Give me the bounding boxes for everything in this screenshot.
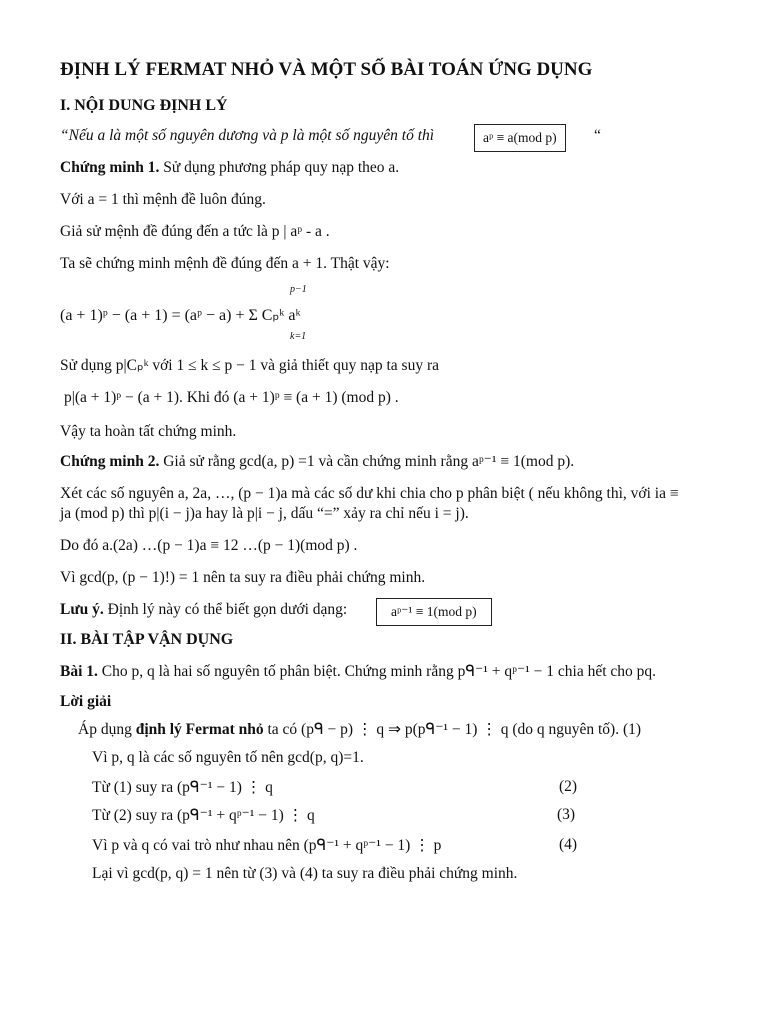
section-heading-2: II. BÀI TẬP VẬN DỤNG: [60, 631, 234, 648]
section-heading-1: I. NỘI DUNG ĐỊNH LÝ: [60, 97, 228, 114]
theorem-formula-box: aᵖ ≡ a(mod p): [474, 124, 566, 152]
equation-number-2: (2): [559, 778, 578, 795]
note-label: Lưu ý.: [60, 601, 104, 618]
solution-line-1: [78, 720, 641, 740]
equation-number-4: (4): [559, 836, 578, 853]
exercise1-text: Cho p, q là hai số nguyên tố phân biệt. Chứng minh rằng pᑫ⁻¹ + qᵖ⁻¹ − 1 chia hết cho pq.: [97, 663, 657, 680]
proof1-label: Chứng minh 1.: [60, 159, 160, 176]
use-line: Sử dụng p|Cₚᵏ với 1 ≤ k ≤ p − 1 và giả thiết quy nạp ta suy ra: [60, 357, 440, 374]
sum-lower-limit: k=1: [290, 331, 307, 342]
solution-line-1-end: ta có (pᑫ − p) ⋮ q ⇒ p(pᑫ⁻¹ − 1) ⋮ q (do q nguyên tố). (1): [263, 721, 642, 738]
prove-line: Ta sẽ chứng minh mệnh đề đúng đến a + 1. Thật vậy:: [60, 255, 390, 272]
consider-line: Xét các số nguyên a, 2a, …, (p − 1)a mà các số dư khi chia cho p phân biệt ( nếu không thì, với ia ≡: [60, 485, 679, 502]
exercise1-label: Bài 1.: [60, 663, 98, 680]
induction-formula: (a + 1)ᵖ − (a + 1) = (aᵖ − a) + Σ Cₚᵏ aᵏ: [60, 307, 301, 324]
fermat-theorem-ref: định lý Fermat nhỏ: [135, 721, 264, 738]
proof2-label: Chứng minh 2.: [60, 453, 160, 470]
quote-close: “: [594, 127, 601, 144]
proof2-line: [60, 452, 574, 472]
exercise1-line: [60, 662, 656, 682]
document-title: ĐỊNH LÝ FERMAT NHỎ VÀ MỘT SỐ BÀI TOÁN ỨNG DỤNG: [60, 59, 593, 80]
proof1-line: [60, 158, 399, 178]
solution-line-5: Vì p và q có vai trò như nhau nên (pᑫ⁻¹ + qᵖ⁻¹ − 1) ⋮ p: [92, 837, 442, 854]
solution-label: Lời giải: [60, 693, 112, 710]
note-formula-box: aᵖ⁻¹ ≡ 1(mod p): [376, 598, 492, 626]
done-line: Vậy ta hoàn tất chứng minh.: [60, 423, 237, 440]
base-case-line: Với a = 1 thì mệnh đề luôn đúng.: [60, 191, 266, 208]
proof1-text: Sử dụng phương pháp quy nạp theo a.: [159, 159, 400, 176]
note-text: Định lý này có thể biết gọn dưới dạng:: [103, 601, 348, 618]
solution-line-6: Lại vì gcd(p, q) = 1 nên từ (3) và (4) ta suy ra điều phải chứng minh.: [92, 865, 518, 882]
note-line: [60, 600, 347, 620]
assumption-line: Giả sử mệnh đề đúng đến a tức là p | aᵖ - a .: [60, 223, 330, 240]
hence-line: Do đó a.(2a) …(p − 1)a ≡ 12 …(p − 1)(mod p) .: [60, 537, 358, 554]
equation-number-3: (3): [557, 806, 576, 823]
then-line: p|(a + 1)ᵖ − (a + 1). Khi đó (a + 1)ᵖ ≡ (a + 1) (mod p) .: [64, 389, 399, 406]
solution-line-2: Vì p, q là các số nguyên tố nên gcd(p, q)=1.: [92, 749, 364, 766]
since-line: Vì gcd(p, (p − 1)!) = 1 nên ta suy ra điều phải chứng minh.: [60, 569, 426, 586]
solution-line-3: Từ (1) suy ra (pᑫ⁻¹ − 1) ⋮ q: [92, 779, 273, 796]
solution-line-1-start: Áp dụng: [78, 721, 136, 738]
theorem-statement: “Nếu a là một số nguyên dương và p là một số nguyên tố thì: [60, 127, 435, 144]
solution-line-4: Từ (2) suy ra (pᑫ⁻¹ + qᵖ⁻¹ − 1) ⋮ q: [92, 807, 315, 824]
consider-line-2: ja (mod p) thì p|(i − j)a hay là p|i − j, dấu “=” xảy ra chỉ nếu i = j).: [60, 505, 469, 522]
sum-upper-limit: p−1: [290, 284, 307, 295]
proof2-text: Giả sử rằng gcd(a, p) =1 và cần chứng minh rằng aᵖ⁻¹ ≡ 1(mod p).: [159, 453, 575, 470]
